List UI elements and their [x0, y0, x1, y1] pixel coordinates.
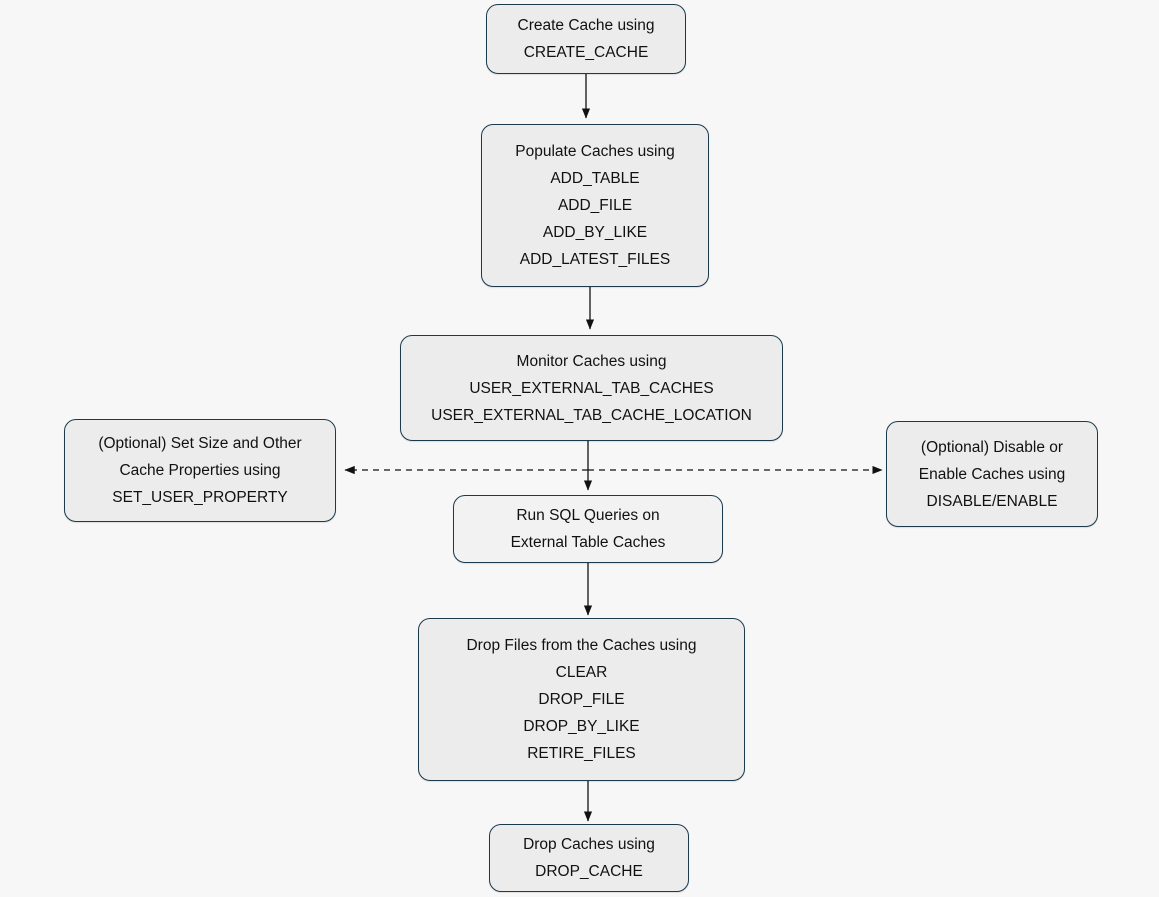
node-line: DROP_FILE — [538, 691, 625, 708]
node-line: CREATE_CACHE — [523, 44, 649, 61]
node-drop-caches[interactable] — [489, 824, 689, 892]
node-run-sql-queries[interactable] — [453, 495, 723, 563]
node-line: Create Cache using — [517, 17, 655, 34]
node-line: ADD_BY_LIKE — [542, 224, 648, 241]
node-line: CLEAR — [555, 664, 608, 681]
node-line: External Table Caches — [510, 534, 666, 551]
node-disable-enable-caches[interactable] — [886, 421, 1098, 527]
node-line: USER_EXTERNAL_TAB_CACHE_LOCATION — [431, 406, 752, 424]
node-line: (Optional) Disable or — [920, 438, 1064, 456]
node-line: Enable Caches using — [918, 465, 1066, 483]
node-line: SET_USER_PROPERTY — [112, 489, 288, 506]
node-set-cache-properties[interactable] — [64, 419, 336, 522]
node-line: Drop Files from the Caches using — [466, 637, 697, 654]
node-line: ADD_FILE — [557, 197, 633, 214]
node-line: Monitor Caches using — [516, 352, 667, 370]
node-populate-caches[interactable] — [481, 124, 709, 287]
node-line: RETIRE_FILES — [527, 745, 636, 762]
node-line: Drop Caches using — [523, 836, 655, 853]
node-line: DROP_BY_LIKE — [523, 718, 640, 735]
node-monitor-caches[interactable] — [400, 335, 783, 441]
node-line: DROP_CACHE — [535, 863, 643, 880]
node-create-cache[interactable] — [486, 4, 686, 74]
node-line: ADD_LATEST_FILES — [519, 251, 671, 268]
node-line: Populate Caches using — [515, 143, 675, 160]
node-line: (Optional) Set Size and Other — [98, 435, 302, 452]
node-line: USER_EXTERNAL_TAB_CACHES — [469, 379, 714, 397]
node-line: Run SQL Queries on — [516, 507, 660, 524]
node-line: Cache Properties using — [119, 462, 281, 479]
node-line: DISABLE/ENABLE — [926, 492, 1058, 510]
node-drop-files[interactable] — [418, 618, 745, 781]
node-line: ADD_TABLE — [550, 170, 640, 187]
